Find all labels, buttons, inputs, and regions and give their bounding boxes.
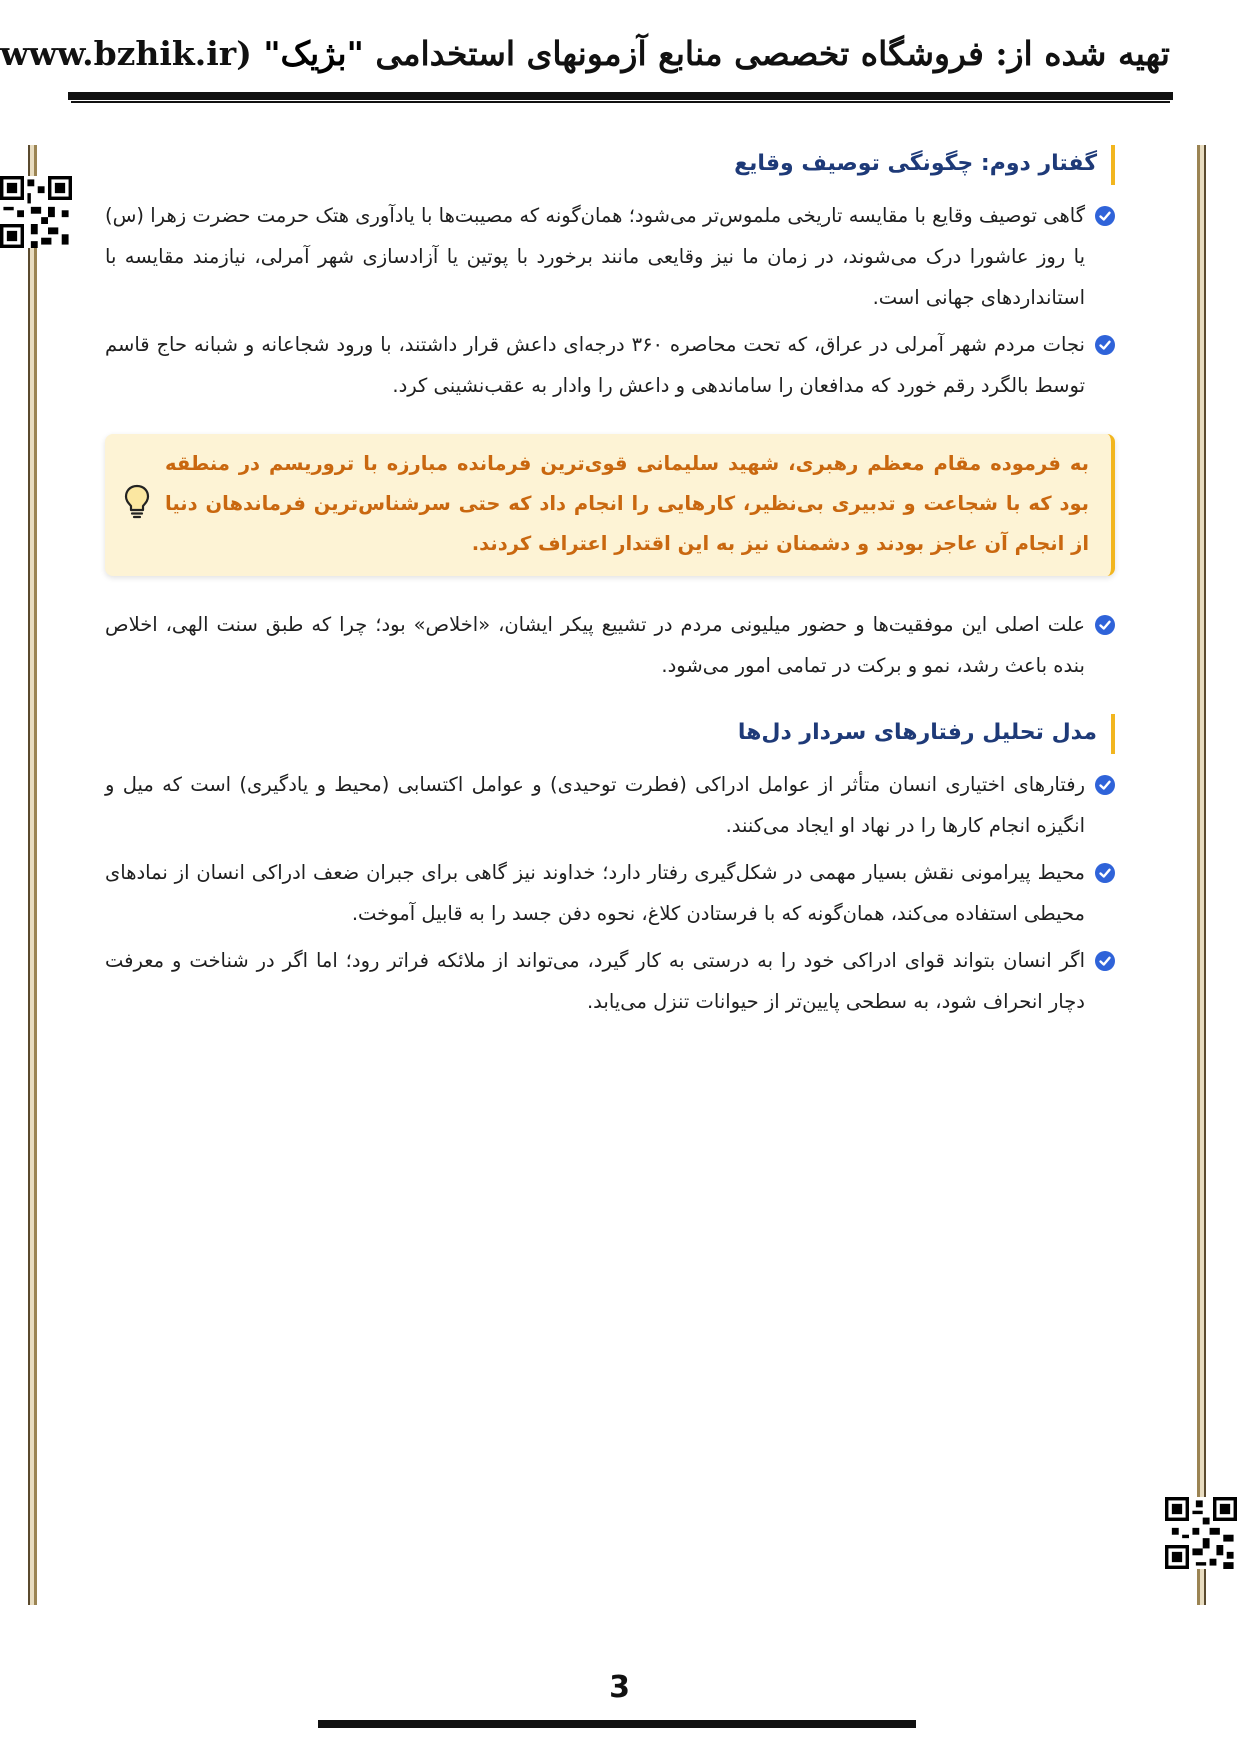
callout-text: به فرموده مقام معظم رهبری، شهید سلیمانی قوی‌ترین فرمانده مبارزه با تروریسم در منطقه بود که با شجاعت و تدبیری بی‌نظیر، کارهایی را انجام داد که حتی سرشناس‌ترین فرماندهان دنیا از انجام آن عاجز بودند و دشمنان نیز به این اقتدار اعتراف کردند. <box>165 452 1089 555</box>
header-title: تهیه شده از: فروشگاه تخصصی منابع آزمونهای استخدامی <box>375 34 1170 73</box>
list-item-text: محیط پیرامونی نقش بسیار مهمی در شکل‌گیری رفتار دارد؛ خداوند نیز گاهی برای جبران ضعف ادراکی انسان از نمادهای محیطی استفاده می‌کند، همان‌گونه که با فرستادن کلاغ، نحوه دفن جسد را به قابیل آموخت. <box>105 861 1085 925</box>
qr-code-icon <box>0 176 72 248</box>
footer-rule <box>318 1720 916 1728</box>
check-circle-icon <box>1095 335 1115 355</box>
list-item <box>105 195 1115 318</box>
check-circle-icon <box>1095 775 1115 795</box>
check-circle-icon <box>1095 206 1115 226</box>
list-item <box>105 604 1115 686</box>
lightbulb-icon <box>123 484 151 520</box>
page-header <box>0 34 1170 74</box>
callout-box <box>105 434 1115 576</box>
qr-code-icon <box>1165 1497 1237 1569</box>
list-item <box>105 324 1115 406</box>
page-number: 3 <box>609 1670 630 1705</box>
list-item <box>105 852 1115 934</box>
check-circle-icon <box>1095 615 1115 635</box>
header-rule <box>68 92 1173 100</box>
header-url[interactable]: (www.bzhik.ir <box>0 34 252 73</box>
main-content <box>105 145 1115 1028</box>
check-circle-icon <box>1095 863 1115 883</box>
list-item-text: علت اصلی این موفقیت‌ها و حضور میلیونی مردم در تشییع پیکر ایشان، «اخلاص» بود؛ چرا که طبق سنت الهی، اخلاص بنده باعث رشد، نمو و برکت در تمامی امور می‌شود. <box>105 613 1085 677</box>
left-border-ornament <box>28 145 40 1605</box>
list-item <box>105 940 1115 1022</box>
list-item-text: اگر انسان بتواند قوای ادراکی خود را به درستی به کار گیرد، می‌تواند از ملائکه فراتر رود؛ اما اگر در شناخت و معرفت دچار انحراف شود، به سطحی پایین‌تر از حیوانات تنزل می‌یابد. <box>105 949 1085 1013</box>
list-item-text: رفتارهای اختیاری انسان متأثر از عوامل ادراکی (فطرت توحیدی) و عوامل اکتسابی (محیط و یادگیری) است که میل و انگیزه انجام کارها را در نهاد او ایجاد می‌کنند. <box>105 773 1085 837</box>
list-item-text: نجات مردم شهر آمرلی در عراق، که تحت محاصره ۳۶۰ درجه‌ای داعش قرار داشتند، با ورود شجاعانه و شبانه حاج قاسم توسط بالگرد رقم خورد که مدافعان را ساماندهی و داعش را وادار به عقب‌نشینی کرد. <box>105 333 1085 397</box>
section-heading: مدل تحلیل رفتارهای سردار دل‌ها <box>105 714 1115 754</box>
section-heading: گفتار دوم: چگونگی توصیف وقایع <box>105 145 1115 185</box>
list-item <box>105 764 1115 846</box>
list-item-text: گاهی توصیف وقایع با مقایسه تاریخی ملموس‌تر می‌شود؛ همان‌گونه که مصیبت‌ها با یادآوری هتک حرمت حضرت زهرا (س) یا روز عاشورا درک می‌شوند، در زمان ما نیز وقایعی مانند برخورد با پوتین یا آزادسازی شهر آمرلی، نیازمند مقایسه با استانداردهای جهانی است. <box>105 204 1085 309</box>
right-border-ornament <box>1194 145 1206 1605</box>
header-brand: "بژیک" <box>263 34 364 73</box>
check-circle-icon <box>1095 951 1115 971</box>
